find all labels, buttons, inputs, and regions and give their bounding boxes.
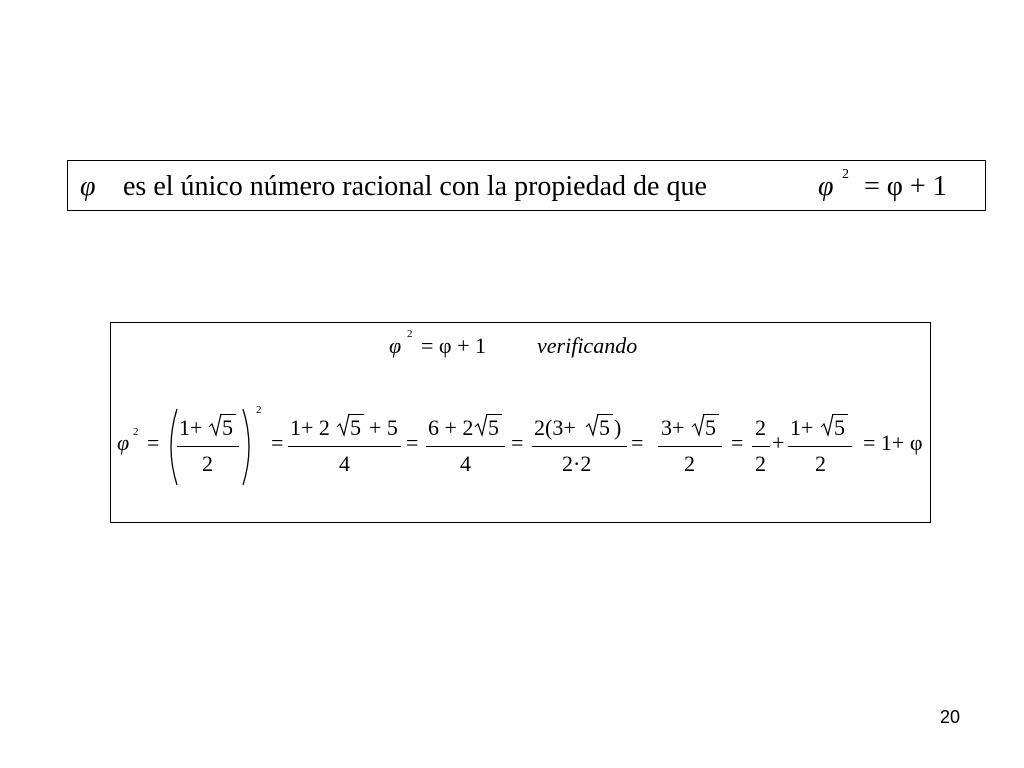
f4-num-b: ) — [614, 415, 622, 440]
f6-num: 2 — [755, 415, 766, 440]
f7-den: 2 — [815, 451, 826, 476]
sqrt-sign — [336, 413, 350, 437]
f1-den: 2 — [202, 451, 213, 476]
f2-den: 4 — [339, 451, 350, 476]
f5-den: 2 — [684, 451, 695, 476]
f7-num-a: 1+ — [790, 415, 814, 440]
fraction-bar-f1 — [177, 446, 239, 447]
f1-num-a: 1+ — [179, 415, 203, 440]
f5-num-a: 3+ — [661, 415, 685, 440]
f4-num-a: 2(3+ — [534, 415, 576, 440]
fraction-bar-f5 — [658, 446, 722, 447]
chain-plus: + — [772, 430, 785, 455]
sqrt-sign — [691, 413, 705, 437]
f7-rad: 5 — [834, 415, 845, 440]
fraction-bar-f6 — [752, 446, 770, 447]
f3-den: 4 — [460, 451, 471, 476]
chain-phi-exponent: 2 — [133, 426, 139, 438]
f4-den: 2·2 — [562, 451, 592, 476]
equation-rhs: = φ + 1 — [864, 171, 947, 202]
chain-equals-1: = — [271, 430, 284, 455]
chain-equals-5: = — [731, 430, 744, 455]
chain-equals-3: = — [511, 430, 524, 455]
chain-equals-4: = — [631, 430, 644, 455]
f5-rad: 5 — [705, 415, 716, 440]
outer-exponent: 2 — [256, 404, 262, 416]
fraction-bar-f7 — [788, 446, 852, 447]
fraction-bar-f4 — [532, 446, 627, 447]
header-phi: φ — [389, 333, 402, 358]
chain-result: = 1+ φ — [863, 430, 923, 455]
statement-box — [67, 160, 986, 211]
sqrt-sign — [820, 413, 834, 437]
chain-phi: φ — [117, 430, 130, 455]
equation-lhs: φ — [818, 171, 834, 202]
f2-num-b: + 5 — [369, 415, 398, 440]
sqrt-sign — [585, 413, 599, 437]
header-exponent: 2 — [407, 328, 413, 340]
f3-num-a: 6 + 2 — [428, 415, 474, 440]
f2-num-a: 1+ 2 — [290, 415, 330, 440]
f2-rad: 5 — [350, 415, 361, 440]
fraction-bar-f3 — [426, 446, 505, 447]
chain-equals-2: = — [406, 430, 419, 455]
sqrt-sign — [474, 413, 488, 437]
phi-symbol: φ — [80, 171, 96, 202]
header-verificando: verificando — [537, 333, 638, 358]
header-rhs: = φ + 1 — [421, 333, 487, 358]
equation-exponent: 2 — [842, 167, 849, 182]
sqrt-sign — [208, 413, 222, 437]
f4-rad: 5 — [599, 415, 610, 440]
fraction-bar-f2 — [288, 446, 401, 447]
f1-rad: 5 — [222, 415, 233, 440]
chain-equals-0: = — [147, 430, 160, 455]
f6-den: 2 — [755, 451, 766, 476]
page-number: 20 — [940, 707, 961, 727]
statement-text: es el único número racional con la propiedad de que — [123, 171, 707, 202]
f3-rad: 5 — [488, 415, 499, 440]
verification-box — [110, 322, 931, 523]
